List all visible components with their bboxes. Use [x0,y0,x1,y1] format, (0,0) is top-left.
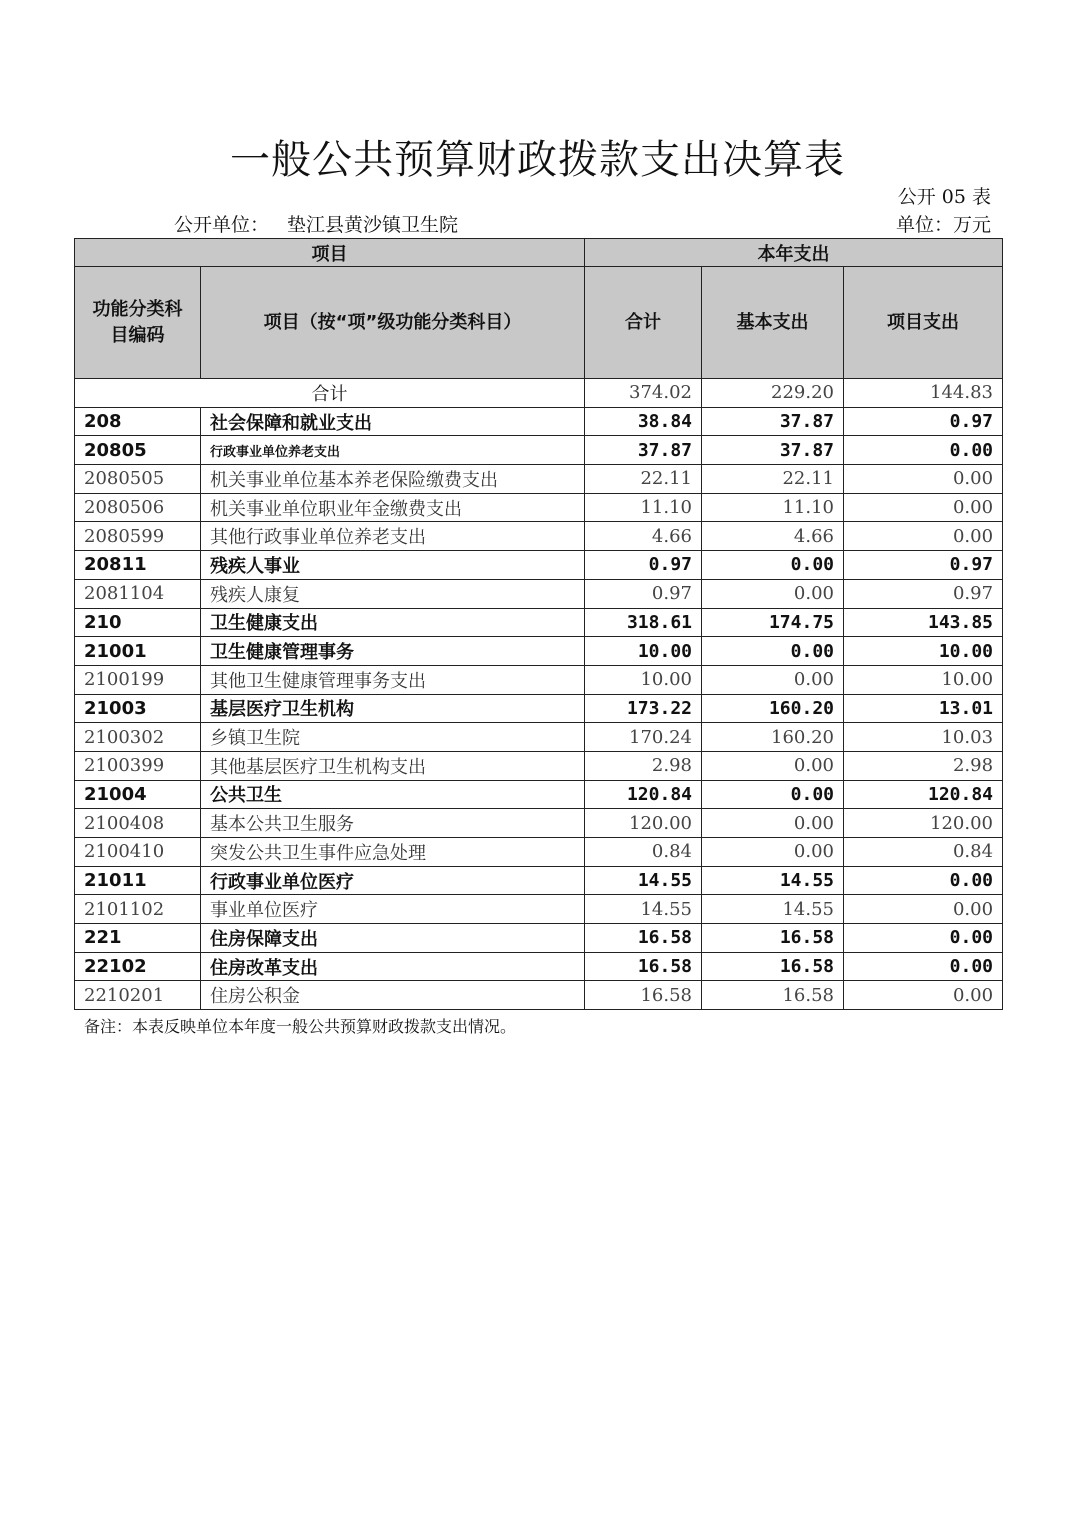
table-row [75,522,1003,551]
table-row [75,723,1003,752]
row-code: 2100302 [75,723,201,752]
row-total: 4.66 [585,522,702,551]
row-code: 22102 [75,952,201,981]
row-project: 2.98 [844,751,1003,780]
row-project: 10.03 [844,723,1003,752]
row-code: 2080505 [75,465,201,494]
reporting-unit [174,210,458,237]
currency-unit: 单位：万元 [895,214,991,236]
row-project: 0.00 [844,866,1003,895]
table-row [75,694,1003,723]
row-total: 16.58 [585,952,702,981]
row-name: 机关事业单位职业年金缴费支出 [201,493,585,522]
row-total: 2.98 [585,751,702,780]
table-row [75,608,1003,637]
budget-table [74,238,1003,1010]
row-name: 基本公共卫生服务 [201,809,585,838]
row-basic: 14.55 [702,895,844,924]
row-code: 20805 [75,436,201,465]
table-row [75,551,1003,580]
row-basic: 11.10 [702,493,844,522]
row-total: 11.10 [585,493,702,522]
row-name: 基层医疗卫生机构 [201,694,585,723]
row-name: 事业单位医疗 [201,895,585,924]
row-code: 21003 [75,694,201,723]
row-basic: 16.58 [702,981,844,1010]
table-row [75,407,1003,436]
total-project: 144.83 [844,379,1003,408]
total-basic: 229.20 [702,379,844,408]
row-total: 0.97 [585,551,702,580]
row-name: 社会保障和就业支出 [201,407,585,436]
row-code: 2080506 [75,493,201,522]
table-row [75,895,1003,924]
row-basic: 160.20 [702,694,844,723]
row-basic: 16.58 [702,952,844,981]
table-row [75,809,1003,838]
table-row [75,751,1003,780]
table-row [75,579,1003,608]
row-name: 卫生健康支出 [201,608,585,637]
table-row [75,465,1003,494]
row-name: 卫生健康管理事务 [201,637,585,666]
row-basic: 0.00 [702,838,844,867]
header-project: 项目 [75,239,585,267]
row-name: 住房公积金 [201,981,585,1010]
row-total: 173.22 [585,694,702,723]
header-code-col: 功能分类科目编码 [75,267,201,379]
row-basic: 37.87 [702,407,844,436]
row-name: 行政事业单位养老支出 [201,436,585,465]
row-name: 其他基层医疗卫生机构支出 [201,751,585,780]
table-row [75,493,1003,522]
header-current-year: 本年支出 [585,239,1003,267]
row-project: 10.00 [844,637,1003,666]
row-basic: 0.00 [702,665,844,694]
table-row [75,952,1003,981]
row-code: 2080599 [75,522,201,551]
row-code: 2101102 [75,895,201,924]
unit-name: 垫江县黄沙镇卫生院 [287,214,459,236]
table-row [75,838,1003,867]
row-project: 0.00 [844,436,1003,465]
row-project: 143.85 [844,608,1003,637]
row-basic: 0.00 [702,809,844,838]
row-total: 120.00 [585,809,702,838]
table-row [75,436,1003,465]
row-total: 0.97 [585,579,702,608]
row-total: 14.55 [585,895,702,924]
row-project: 10.00 [844,665,1003,694]
row-basic: 160.20 [702,723,844,752]
row-project: 0.00 [844,981,1003,1010]
row-project: 0.00 [844,924,1003,953]
row-basic: 16.58 [702,924,844,953]
row-total: 170.24 [585,723,702,752]
row-project: 13.01 [844,694,1003,723]
table-row [75,981,1003,1010]
row-code: 221 [75,924,201,953]
row-total: 16.58 [585,981,702,1010]
unit-label: 公开单位： [174,214,270,236]
row-project: 0.97 [844,407,1003,436]
row-name: 机关事业单位基本养老保险缴费支出 [201,465,585,494]
row-basic: 0.00 [702,751,844,780]
table-row [75,665,1003,694]
row-basic: 22.11 [702,465,844,494]
row-total: 10.00 [585,665,702,694]
row-total: 38.84 [585,407,702,436]
row-project: 120.00 [844,809,1003,838]
row-basic: 14.55 [702,866,844,895]
row-total: 0.84 [585,838,702,867]
row-project: 120.84 [844,780,1003,809]
row-code: 2100199 [75,665,201,694]
footnote: 备注：本表反映单位本年度一般公共预算财政拨款支出情况。 [84,1017,517,1036]
row-name: 乡镇卫生院 [201,723,585,752]
page-title: 一般公共预算财政拨款支出决算表 [230,137,845,183]
row-total: 16.58 [585,924,702,953]
row-name: 突发公共卫生事件应急处理 [201,838,585,867]
header-project-col: 项目支出 [844,267,1003,379]
row-name: 住房改革支出 [201,952,585,981]
total-label: 合计 [75,379,585,408]
row-code: 2210201 [75,981,201,1010]
row-name: 残疾人事业 [201,551,585,580]
table-row [75,780,1003,809]
row-total: 37.87 [585,436,702,465]
row-basic: 37.87 [702,436,844,465]
row-project: 0.97 [844,579,1003,608]
table-row [75,637,1003,666]
row-basic: 0.00 [702,637,844,666]
row-code: 2081104 [75,579,201,608]
row-code: 2100410 [75,838,201,867]
row-project: 0.97 [844,551,1003,580]
row-code: 21001 [75,637,201,666]
row-total: 14.55 [585,866,702,895]
table-row [75,866,1003,895]
table-row [75,924,1003,953]
row-name: 其他行政事业单位养老支出 [201,522,585,551]
row-project: 0.00 [844,465,1003,494]
row-code: 208 [75,407,201,436]
row-basic: 174.75 [702,608,844,637]
row-code: 20811 [75,551,201,580]
row-basic: 0.00 [702,551,844,580]
row-name: 残疾人康复 [201,579,585,608]
form-number: 公开 05 表 [897,186,991,208]
row-name: 其他卫生健康管理事务支出 [201,665,585,694]
row-project: 0.00 [844,895,1003,924]
row-code: 2100399 [75,751,201,780]
row-project: 0.00 [844,952,1003,981]
row-total: 22.11 [585,465,702,494]
row-name: 行政事业单位医疗 [201,866,585,895]
header-total-col: 合计 [585,267,702,379]
header-basic-col: 基本支出 [702,267,844,379]
row-name: 住房保障支出 [201,924,585,953]
row-name: 公共卫生 [201,780,585,809]
row-code: 21004 [75,780,201,809]
row-project: 0.00 [844,493,1003,522]
row-project: 0.00 [844,522,1003,551]
row-basic: 0.00 [702,579,844,608]
total-sum: 374.02 [585,379,702,408]
header-name-col: 项目（按“项”级功能分类科目） [201,267,585,379]
row-total: 10.00 [585,637,702,666]
row-code: 21011 [75,866,201,895]
row-code: 210 [75,608,201,637]
total-row [75,379,1003,408]
row-project: 0.84 [844,838,1003,867]
row-total: 318.61 [585,608,702,637]
row-basic: 0.00 [702,780,844,809]
row-code: 2100408 [75,809,201,838]
row-total: 120.84 [585,780,702,809]
row-basic: 4.66 [702,522,844,551]
